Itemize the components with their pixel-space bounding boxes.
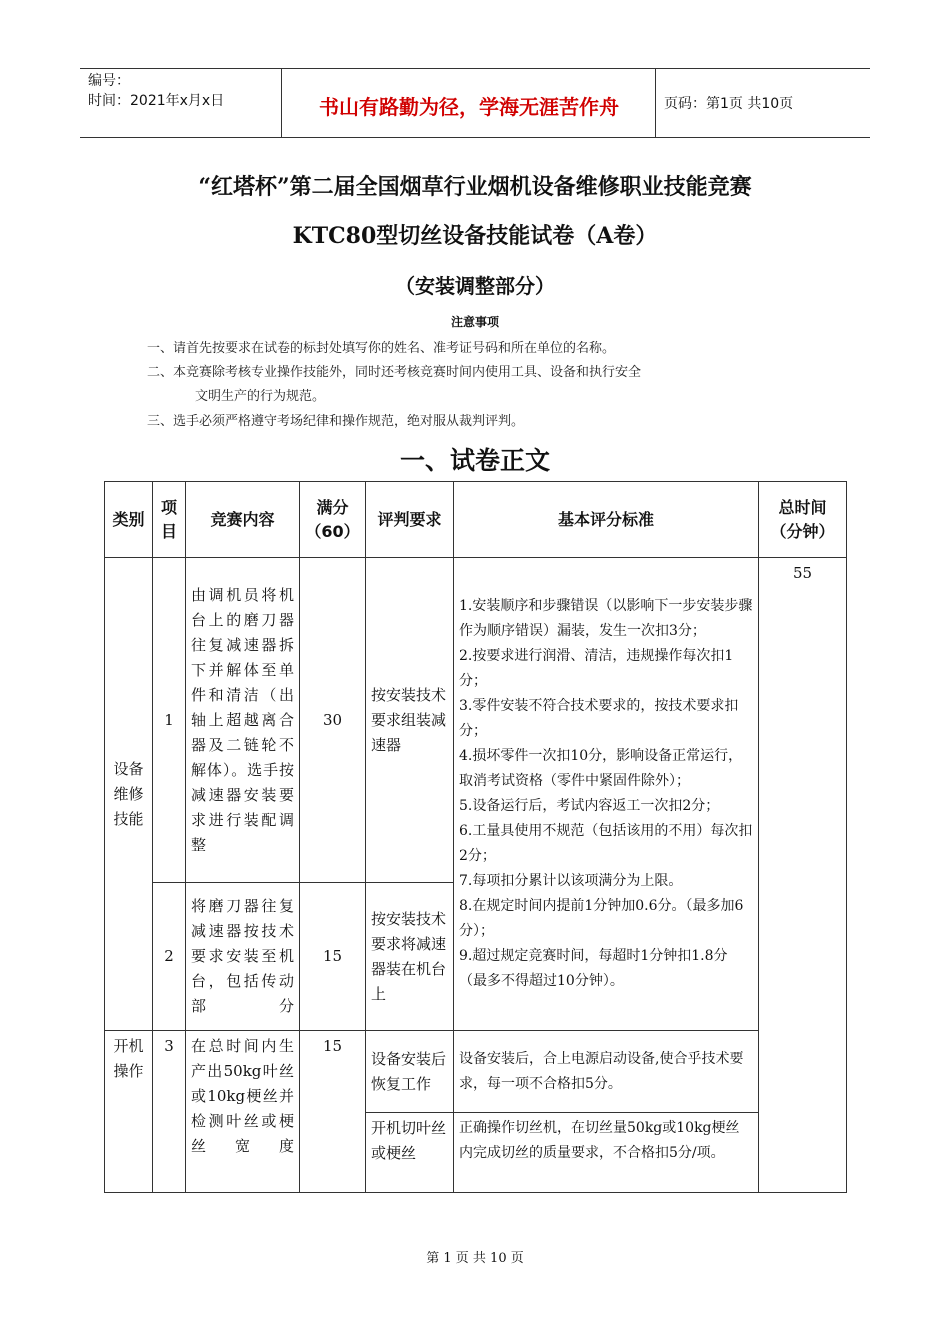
item-cell: 1 xyxy=(153,558,186,883)
criteria-item: 3.零件安装不符合技术要求的，按技术要求扣分； xyxy=(459,698,739,739)
item-cell: 3 xyxy=(153,1031,186,1193)
criteria-cell: 正确操作切丝机，在切丝量50kg或10kg梗丝内完成切丝的质量要求，不合格扣5分/项。 xyxy=(454,1113,759,1193)
score-cell: 15 xyxy=(300,883,366,1031)
criteria-item: 1.安装顺序和步骤错误（以影响下一步安装步骤作为顺序错误）漏装，发生一次扣3分； xyxy=(459,598,753,639)
header-content: 竞赛内容 xyxy=(186,482,300,558)
notice-item: 二、本竞赛除考核专业操作技能外，同时还考核竞赛时间内使用工具、设备和执行安全 xyxy=(147,365,642,380)
notice-item: 三、选手必须严格遵守考场纪律和操作规范，绝对服从裁判评判。 xyxy=(147,414,525,429)
requirement-cell: 设备安装后恢复工作 xyxy=(366,1031,454,1113)
code-label: 编号： xyxy=(88,73,130,89)
main-title: “红塔杯”第二届全国烟草行业烟机设备维修职业技能竞赛 xyxy=(198,174,752,200)
content-cell: 在总时间内生产出50kg叶丝或10kg梗丝并检测叶丝或梗丝宽度 xyxy=(186,1031,300,1193)
criteria-item: 5.设备运行后，考试内容返工一次扣2分； xyxy=(459,798,720,814)
criteria-item: 4.损坏零件一次扣10分，影响设备正常运行，取消考试资格（零件中紧固件除外）； xyxy=(459,748,743,789)
criteria-item: 2.按要求进行润滑、清洁，违规操作每次扣1分； xyxy=(459,648,734,689)
header-meta xyxy=(88,71,224,111)
content-cell: 将磨刀器往复减速器按技术要求安装至机台，包括传动部分 xyxy=(186,883,300,1031)
header-score: 满分（60） xyxy=(300,482,366,558)
header-item: 项目 xyxy=(153,482,186,558)
header-category: 类别 xyxy=(105,482,153,558)
header-time: 总时间（分钟） xyxy=(759,482,847,558)
score-cell: 15 xyxy=(300,1031,366,1193)
criteria-item: 6.工量具使用不规范（包括该用的不用）每次扣2分； xyxy=(459,823,753,864)
item-cell: 2 xyxy=(153,883,186,1031)
score-cell: 30 xyxy=(300,558,366,883)
table-row xyxy=(105,1031,847,1113)
content-cell: 由调机员将机台上的磨刀器往复减速器拆下并解体至单件和清洁（出轴上超越离合器及二链轮不解体）。选手按减速器安装要求进行装配调整 xyxy=(186,558,300,883)
document-header xyxy=(80,68,870,138)
motto: 书山有路勤为径，学海无涯苦作舟 xyxy=(319,95,619,119)
category-cell: 设备维修技能 xyxy=(105,558,153,1031)
notice-heading: 注意事项 xyxy=(450,315,499,329)
header-divider xyxy=(655,69,656,137)
header-criteria: 基本评分标准 xyxy=(454,482,759,558)
header-requirement: 评判要求 xyxy=(366,482,454,558)
criteria-cell xyxy=(454,558,759,1031)
table-header-row xyxy=(105,482,847,558)
criteria-cell: 设备安装后，合上电源启动设备,使合乎技术要求，每一项不合格扣5分。 xyxy=(454,1031,759,1113)
page-info: 页码：第1页 共10页 xyxy=(664,96,794,112)
date-label: 时间：2021年x月x日 xyxy=(88,93,225,109)
category-cell: 开机操作 xyxy=(105,1031,153,1193)
requirement-cell: 按安装技术要求组装减速器 xyxy=(366,558,454,883)
criteria-item: 9.超过规定竞赛时间，每超时1分钟扣1.8分（最多不得超过10分钟）。 xyxy=(459,948,728,989)
header-divider xyxy=(281,69,282,137)
page-footer: 第 1 页 共 10 页 xyxy=(426,1251,524,1266)
section-title: 一、试卷正文 xyxy=(399,446,550,475)
criteria-item: 8.在规定时间内提前1分钟加0.6分。（最多加6分）； xyxy=(459,898,744,939)
requirement-cell: 开机切叶丝或梗丝 xyxy=(366,1113,454,1193)
total-time-cell: 55 xyxy=(759,558,847,1193)
notice-item: 文明生产的行为规范。 xyxy=(195,389,326,404)
table-row xyxy=(105,558,847,883)
requirement-cell: 按安装技术要求将减速器装在机台上 xyxy=(366,883,454,1031)
exam-table xyxy=(104,481,847,1193)
sub-title: KTC80型切丝设备技能试卷（A卷） xyxy=(292,223,658,249)
criteria-item: 7.每项扣分累计以该项满分为上限。 xyxy=(459,873,683,889)
notice-item: 一、请首先按要求在试卷的标封处填写你的姓名、准考证号码和所在单位的名称。 xyxy=(147,341,616,356)
part-title: （安装调整部分） xyxy=(395,274,555,298)
